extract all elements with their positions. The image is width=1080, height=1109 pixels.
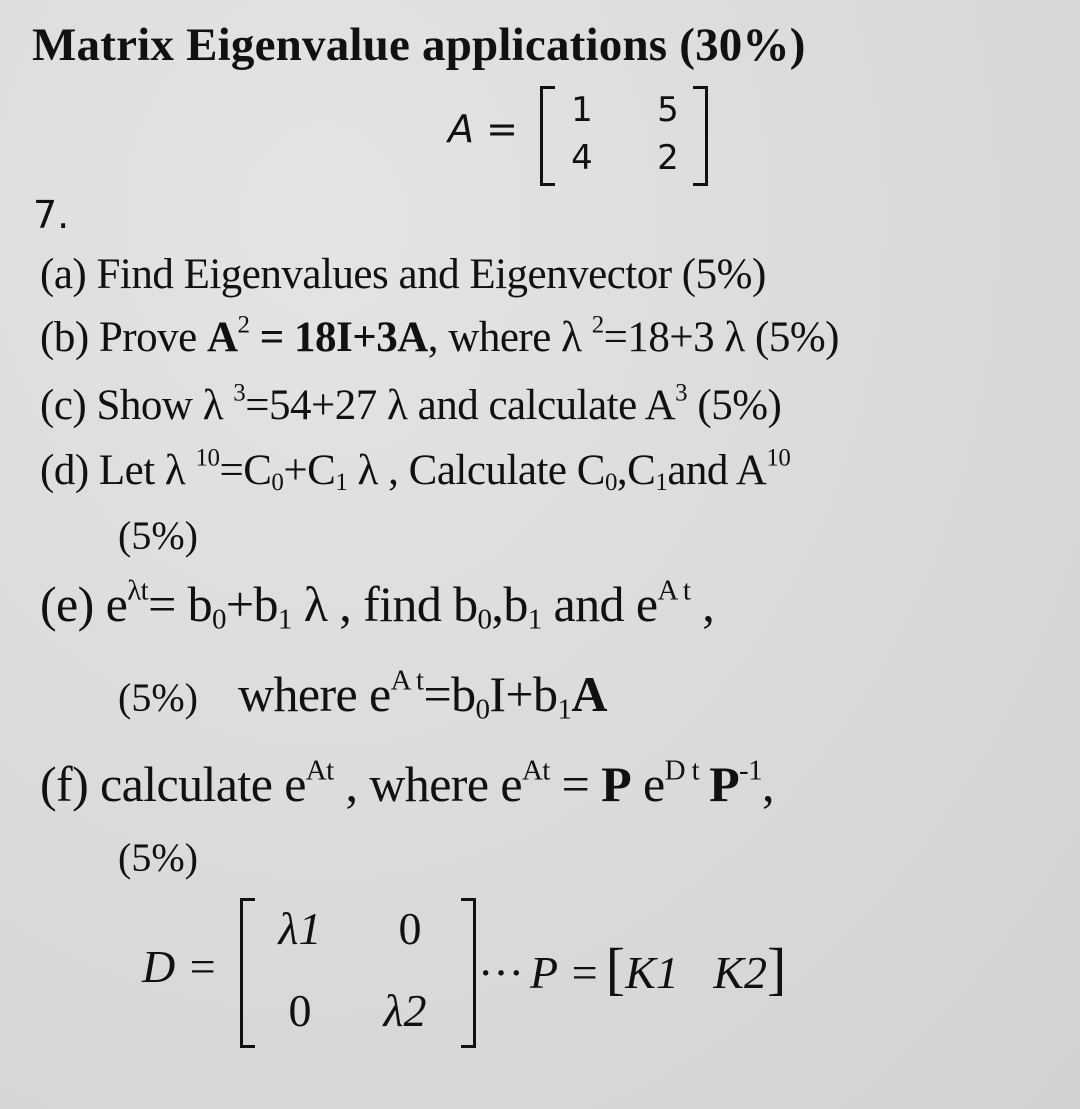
part-e-sub1b: 1 xyxy=(527,603,542,636)
part-e-sub0b: 0 xyxy=(477,603,492,636)
part-e-exp-lt: λt xyxy=(127,574,149,607)
matrix-p-rbracket: ] xyxy=(766,936,787,1001)
part-e-w-sub0: 0 xyxy=(475,693,490,726)
part-e-w1: where e xyxy=(237,666,391,722)
part-b-tail: =18+3 λ (5%) xyxy=(603,314,839,361)
part-d-calc: λ , Calculate C xyxy=(347,447,605,494)
part-c-tail: (5%) xyxy=(687,382,782,429)
matrix-d-cell-21: 0 xyxy=(288,985,312,1036)
matrix-p-label: P = xyxy=(529,947,600,998)
part-c-mid: =54+27 λ and calculate A xyxy=(245,382,676,429)
part-e-lead: (e) e xyxy=(40,576,128,632)
matrix-p-dots: ··· xyxy=(478,947,524,998)
part-f-tail: , xyxy=(761,756,774,812)
part-c-exp-matrix: 3 xyxy=(675,379,688,407)
part-e-w-sub1: 1 xyxy=(557,693,572,726)
part-d-sub0b: 0 xyxy=(604,469,617,497)
part-f-p2: P xyxy=(709,756,740,812)
part-c-exp-lambda: 3 xyxy=(233,379,246,407)
matrix-a xyxy=(540,86,708,186)
problem-number: 7. xyxy=(33,193,70,237)
part-e-sub1: 1 xyxy=(277,603,292,636)
matrix-a-label: A = xyxy=(448,107,518,151)
part-e-w2: =b xyxy=(423,666,476,722)
matrix-p xyxy=(478,935,786,1002)
part-e-find: λ , find b xyxy=(291,576,478,632)
part-d-and: and A xyxy=(667,447,767,494)
part-e-tail: , xyxy=(690,576,715,632)
part-f-e: e xyxy=(631,756,665,812)
part-f-where: , where e xyxy=(333,756,522,812)
part-e-and: and e xyxy=(541,576,658,632)
part-b-matrix-a: A xyxy=(206,314,238,361)
part-b-lead: (b) Prove xyxy=(40,314,207,361)
part-e xyxy=(40,574,715,636)
part-e-where-line xyxy=(118,664,607,726)
part-f-exp-at2: At xyxy=(521,754,550,787)
page-title: Matrix Eigenvalue applications (30%) xyxy=(32,19,806,71)
part-e-exp-at: A t xyxy=(657,574,691,607)
matrix-p-lbracket: [ xyxy=(605,936,626,1001)
part-e-w4: A xyxy=(571,666,607,722)
matrix-a-cell-22: 2 xyxy=(657,138,679,178)
part-d-sub1b: 1 xyxy=(655,469,668,497)
part-e-where xyxy=(237,664,607,726)
part-d-comma: ,C xyxy=(616,447,656,494)
part-c xyxy=(40,381,781,430)
part-a: (a) Find Eigenvalues and Eigenvector (5%) xyxy=(40,251,766,298)
part-f-exp-at: At xyxy=(305,754,334,787)
part-f-weight: (5%) xyxy=(118,835,198,880)
part-d-plus: +C xyxy=(283,447,336,494)
part-d-lead: (d) Let λ xyxy=(40,447,196,494)
matrix-a-cell-21: 4 xyxy=(571,138,593,178)
part-b xyxy=(40,313,839,362)
part-e-w3: I+b xyxy=(489,666,558,722)
matrix-d-cell-11: λ1 xyxy=(278,903,322,954)
matrix-a-cell-12: 5 xyxy=(657,90,679,130)
part-b-identity: = 18I+3A xyxy=(249,314,428,361)
part-e-eq: = b xyxy=(148,576,213,632)
part-e-comma: ,b xyxy=(491,576,528,632)
part-b-exp-lambda: 2 xyxy=(591,311,604,339)
part-e-sub0: 0 xyxy=(212,603,226,636)
part-d xyxy=(40,446,790,495)
part-e-plus: +b xyxy=(225,576,278,632)
part-e-w-exp: A t xyxy=(390,664,424,697)
matrix-d-cell-12: 0 xyxy=(398,903,422,954)
matrix-p-content: K1 K2 xyxy=(625,947,767,998)
part-d-c: =C xyxy=(219,447,272,494)
part-b-where: , where λ xyxy=(427,314,592,361)
matrix-d-label: D = xyxy=(142,941,218,992)
part-f xyxy=(40,755,774,813)
part-d-sub0: 0 xyxy=(271,469,284,497)
part-d-exp-matrix: 10 xyxy=(766,444,791,472)
part-d-exp-lambda: 10 xyxy=(195,444,220,472)
part-d-sub1: 1 xyxy=(335,469,348,497)
part-f-eq: = xyxy=(549,756,602,812)
part-d-weight: (5%) xyxy=(118,513,198,558)
part-b-exp-matrix: 2 xyxy=(237,311,250,339)
matrix-d xyxy=(240,898,476,1048)
part-c-lead: (c) Show λ xyxy=(40,382,234,429)
matrix-d-cell-22: λ2 xyxy=(383,985,427,1036)
part-f-lead: (f) calculate e xyxy=(40,756,306,812)
part-f-exp-inv: -1 xyxy=(739,754,762,787)
part-f-exp-dt: D t xyxy=(664,754,700,787)
part-e-weight: (5%) xyxy=(118,675,198,720)
part-f-p: P xyxy=(601,756,632,812)
matrix-a-cell-11: 1 xyxy=(571,90,593,130)
